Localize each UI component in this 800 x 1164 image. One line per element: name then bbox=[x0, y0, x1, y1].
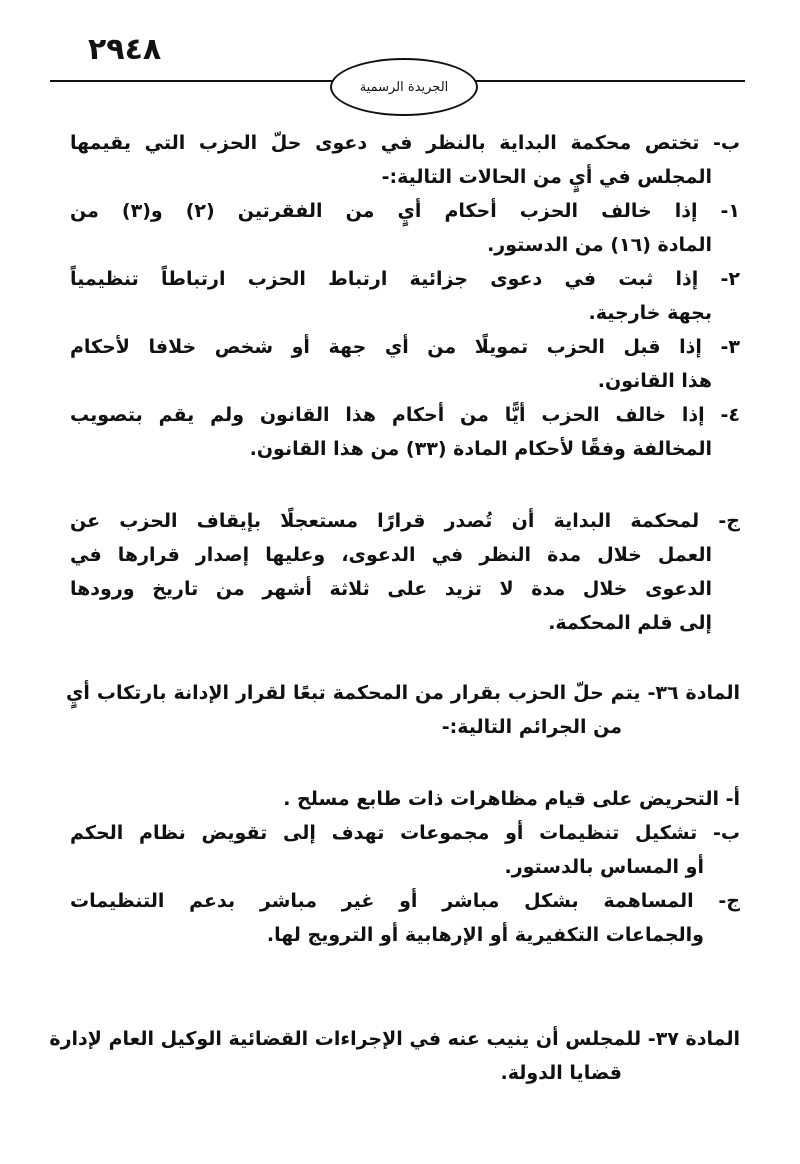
clause-c bbox=[70, 504, 740, 640]
clause-b-item-1-line-1: ١- إذا خالف الحزب أحكام أيٍ من الفقرتين (٢) و(٣) من bbox=[70, 200, 741, 222]
article-36-item-b-line-1: ب- تشكيل تنظيمات أو مجموعات تهدف إلى تقويض نظام الحكم bbox=[70, 822, 740, 844]
clause-c-line-3: الدعوى خلال مدة لا تزيد على ثلاثة أشهر من تاريخ ورودها bbox=[70, 578, 712, 600]
gazette-title: الجريدة الرسمية bbox=[359, 79, 449, 95]
article-36-item-c-line-2: والجماعات التكفيرية أو الإرهابية أو الترويج لها. bbox=[266, 924, 704, 946]
clause-b-item-2-line-1: ٢- إذا ثبت في دعوى جزائية ارتباط الحزب ارتباطاً تنظيمياً bbox=[70, 268, 740, 290]
article-36-item-b-line-2: أو المساس بالدستور. bbox=[504, 856, 704, 878]
clause-b-item-1-line-2: المادة (١٦) من الدستور. bbox=[487, 234, 712, 256]
clause-b-intro-line-1: ب- تختص محكمة البداية بالنظر في دعوى حلّ الحزب التي يقيمها bbox=[70, 132, 740, 154]
clause-c-line-4: إلى قلم المحكمة. bbox=[548, 612, 712, 634]
clause-b-item-4-line-2: المخالفة وفقًا لأحكام المادة (٣٣) من هذا القانون. bbox=[249, 438, 712, 460]
clause-c-line-1: ج- لمحكمة البداية أن تُصدر قرارًا مستعجلًا بإيقاف الحزب عن bbox=[70, 510, 740, 532]
article-36 bbox=[66, 676, 740, 744]
clause-b-item-2-line-2: بجهة خارجية. bbox=[588, 302, 712, 324]
clause-b-item-4-line-1: ٤- إذا خالف الحزب أيًّا من أحكام هذا القانون ولم يقم بتصويب bbox=[70, 404, 740, 426]
article-36-line-2: من الجرائم التالية:- bbox=[441, 716, 622, 738]
gazette-title-oval bbox=[330, 58, 478, 116]
clause-b bbox=[70, 126, 740, 466]
clause-b-intro-line-2: المجلس في أيٍ من الحالات التالية:- bbox=[381, 166, 712, 188]
article-37-line-2: قضايا الدولة. bbox=[500, 1062, 622, 1084]
clause-c-line-2: العمل خلال مدة النظر في الدعوى، وعليها إصدار قرارها في bbox=[70, 544, 712, 566]
article-37 bbox=[49, 1022, 740, 1090]
article-36-item-c-line-1: ج- المساهمة بشكل مباشر أو غير مباشر بدعم التنظيمات bbox=[70, 890, 740, 912]
clause-b-item-3-line-2: هذا القانون. bbox=[597, 370, 712, 392]
clause-b-item-3-line-1: ٣- إذا قبل الحزب تمويلًا من أي جهة أو شخص خلافا لأحكام bbox=[70, 336, 740, 358]
article-36-line-1: المادة ٣٦- يتم حلّ الحزب بقرار من المحكمة تبعًا لقرار الإدانة بارتكاب أيٍ bbox=[66, 682, 741, 704]
article-36-item-a-line-1: أ- التحريض على قيام مظاهرات ذات طابع مسلح . bbox=[283, 788, 740, 810]
page-number: ٢٩٤٨ bbox=[88, 32, 162, 67]
article-37-line-1: المادة ٣٧- للمجلس أن ينيب عنه في الإجراءات القضائية الوكيل العام لإدارة bbox=[49, 1028, 740, 1050]
article-36-items bbox=[70, 782, 740, 952]
